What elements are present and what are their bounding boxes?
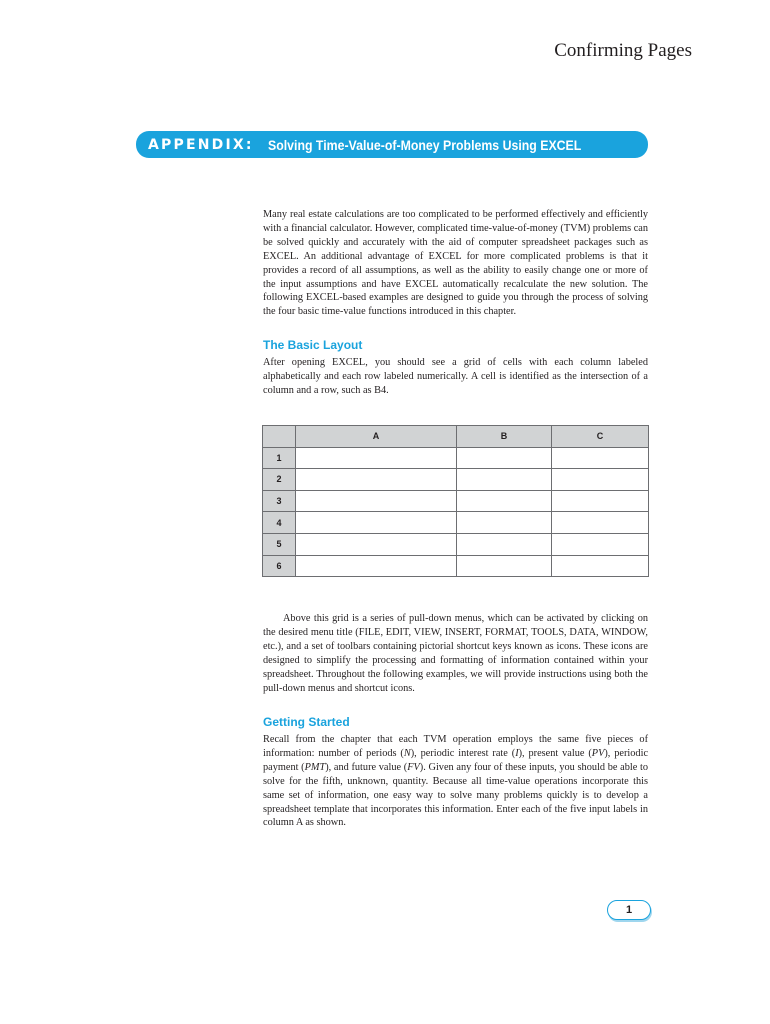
column-header-a: A — [296, 426, 457, 448]
grid-row — [263, 447, 649, 469]
variable-i: I — [515, 747, 519, 759]
grid-row — [263, 490, 649, 512]
variable-pv: PV — [591, 747, 605, 759]
appendix-banner — [136, 131, 648, 158]
variable-fv: FV — [407, 761, 420, 773]
grid-cell — [296, 512, 457, 534]
grid-cell — [457, 512, 552, 534]
grid-cell — [296, 555, 457, 577]
grid-cell — [457, 447, 552, 469]
grid-cell — [296, 533, 457, 555]
grid-cell — [457, 490, 552, 512]
variable-pmt: PMT — [304, 761, 326, 773]
grid-cell — [457, 555, 552, 577]
grid-row — [263, 469, 649, 491]
grid-cell — [457, 469, 552, 491]
section-heading-getting-started: Getting Started — [263, 715, 350, 729]
column-header-c: C — [552, 426, 649, 448]
row-header: 6 — [263, 555, 296, 577]
spreadsheet-grid-figure — [262, 425, 649, 577]
page-number-badge: 1 — [607, 900, 651, 920]
grid-corner-cell — [263, 426, 296, 448]
running-header-status: Confirming Pages — [554, 40, 692, 61]
grid-cell — [296, 447, 457, 469]
grid-cell — [552, 447, 649, 469]
text-run: ). Given any four of these inputs, you should be able to solve for the fifth, unknown, quantity. Because all time-value operations incorporate this same set of information, one easy way to solve many problems quickly is to develop a spreadsheet template that incorporates this information. Enter each of the five input labels in column A as shown. — [263, 761, 648, 829]
text-run: ), present value ( — [518, 747, 592, 759]
grid-cell — [552, 469, 649, 491]
grid-cell — [457, 533, 552, 555]
grid-cell — [296, 490, 457, 512]
grid-cell — [296, 469, 457, 491]
row-header: 2 — [263, 469, 296, 491]
grid-row — [263, 533, 649, 555]
row-header: 3 — [263, 490, 296, 512]
menus-paragraph: Above this grid is a series of pull-down menus, which can be activated by clicking on the desired menu title (FILE, EDIT, VIEW, INSERT, FORMAT, TOOLS, DATA, WINDOW, etc.), and a set of toolbars containing pictorial shortcut keys known as icons. These icons are designed to simplify the processing and formatting of information contained within your spreadsheet. Throughout the following examples, we will provide instructions using both the pull-down menus and shortcut icons. — [263, 613, 648, 694]
variable-n: N — [403, 747, 411, 759]
getting-started-paragraph — [263, 733, 648, 830]
grid-row — [263, 555, 649, 577]
grid-header-row — [263, 426, 649, 448]
intro-paragraph: Many real estate calculations are too complicated to be performed effectively and efficiently with a financial calculator. However, complicated time-value-of-money (TVM) problems can be solved quickly and accurately with the aid of computer spreadsheet packages such as EXCEL. An additional advantage of EXCEL for more complicated problems is that it provides a record of all assumptions, as well as the ability to easily change one or more of the input assumptions and have EXCEL automatically recalculate the new solution. The following EXCEL-based examples are designed to guide you through the process of solving the four basic time-value functions introduced in this chapter. — [263, 209, 648, 318]
grid-cell — [552, 490, 649, 512]
section-heading-basic-layout: The Basic Layout — [263, 338, 363, 352]
appendix-title: Solving Time-Value-of-Money Problems Using EXCEL — [267, 136, 581, 153]
appendix-label: APPENDIX: — [148, 136, 254, 153]
row-header: 5 — [263, 533, 296, 555]
row-header: 1 — [263, 447, 296, 469]
text-run: Recall from the chapter that each TVM operation employs the same five pieces of information: number of periods ( — [263, 734, 648, 759]
grid-row — [263, 512, 649, 534]
text-run: ), and future value ( — [325, 761, 408, 773]
text-run: ), periodic interest rate ( — [410, 747, 516, 759]
text-run: ), periodic payment ( — [263, 747, 649, 773]
grid-cell — [552, 533, 649, 555]
basic-layout-paragraph: After opening EXCEL, you should see a grid of cells with each column labeled alphabetically and each row labeled numerically. A cell is identified as the intersection of a column and a row, such as B4. — [263, 357, 648, 396]
row-header: 4 — [263, 512, 296, 534]
grid-cell — [552, 555, 649, 577]
column-header-b: B — [457, 426, 552, 448]
grid-cell — [552, 512, 649, 534]
